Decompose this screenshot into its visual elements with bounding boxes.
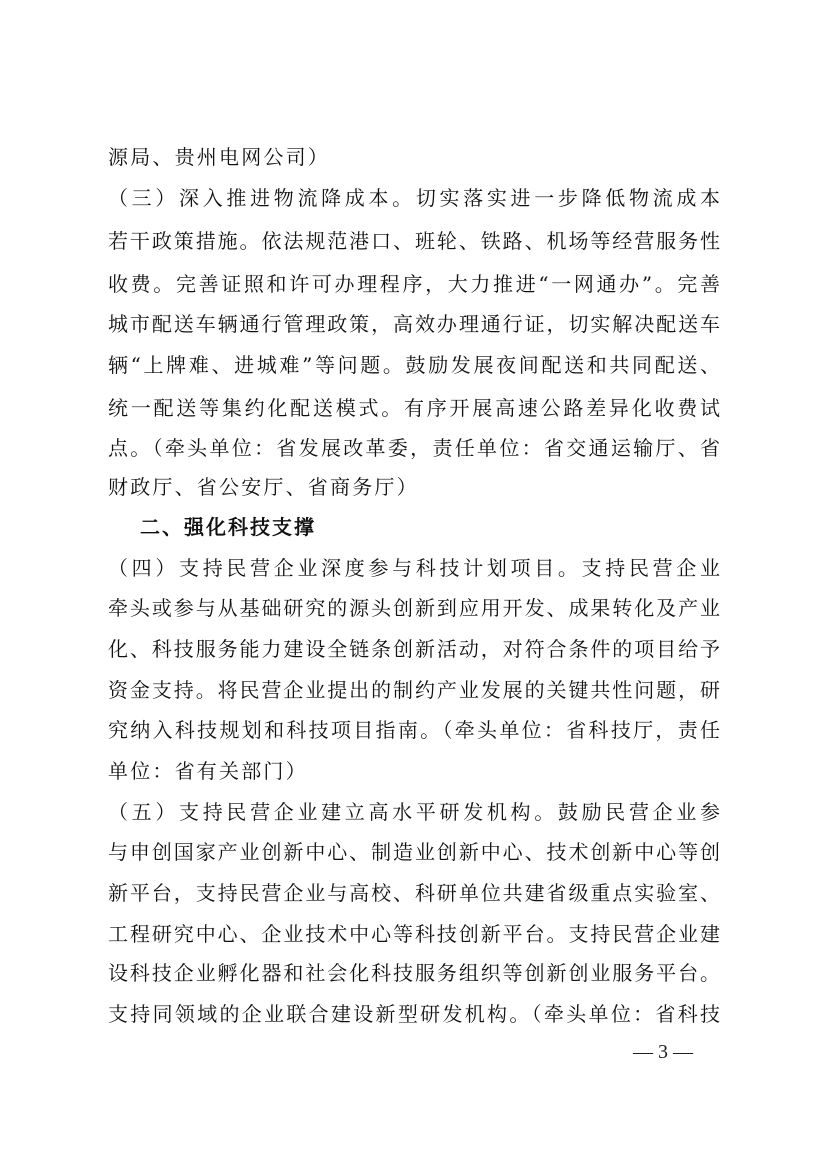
text-line: （四）支持民营企业深度参与科技计划项目。支持民营企业	[108, 556, 720, 580]
text-line: 设科技企业孵化器和社会化科技服务组织等创新创业服务平台。	[108, 961, 720, 985]
text-line: 究纳入科技规划和科技项目指南。（牵头单位：省科技厅，责任	[108, 718, 720, 742]
text-line: 收费。完善证照和许可办理程序，大力推进“一网通办”。完善	[108, 272, 720, 296]
text-line: 财政厅、省公安厅、省商务厅）	[108, 475, 419, 499]
text-line: 资金支持。将民营企业提出的制约产业发展的关键共性问题，研	[108, 678, 720, 702]
page-number: — 3 —	[633, 1041, 693, 1063]
text-line: 点。（牵头单位：省发展改革委，责任单位：省交通运输厅、省	[108, 436, 720, 460]
text-line: 与申创国家产业创新中心、制造业创新中心、技术创新中心等创	[108, 840, 720, 864]
text-line: 工程研究中心、企业技术中心等科技创新平台。支持民营企业建	[108, 922, 720, 946]
text-line: 统一配送等集约化配送模式。有序开展高速公路差异化收费试	[108, 396, 720, 420]
text-line: 支持同领域的企业联合建设新型研发机构。（牵头单位：省科技	[108, 1002, 720, 1026]
text-line: （五）支持民营企业建立高水平研发机构。鼓励民营企业参	[108, 800, 720, 824]
text-line: 牵头或参与从基础研究的源头创新到应用开发、成果转化及产业	[108, 596, 720, 620]
text-line: 新平台，支持民营企业与高校、科研单位共建省级重点实验室、	[108, 881, 720, 905]
text-line: 化、科技服务能力建设全链条创新活动，对符合条件的项目给予	[108, 637, 720, 661]
text-line: 若干政策措施。依法规范港口、班轮、铁路、机场等经营服务性	[108, 229, 720, 253]
section-heading: 二、强化科技支撑	[140, 515, 316, 539]
text-line: （三）深入推进物流降成本。切实落实进一步降低物流成本	[108, 186, 720, 210]
text-line: 单位：省有关部门）	[108, 759, 308, 783]
text-line: 辆“上牌难、进城难”等问题。鼓励发展夜间配送和共同配送、	[108, 353, 720, 377]
text-line: 城市配送车辆通行管理政策，高效办理通行证，切实解决配送车	[108, 312, 720, 336]
text-line: 源局、贵州电网公司）	[108, 145, 330, 169]
